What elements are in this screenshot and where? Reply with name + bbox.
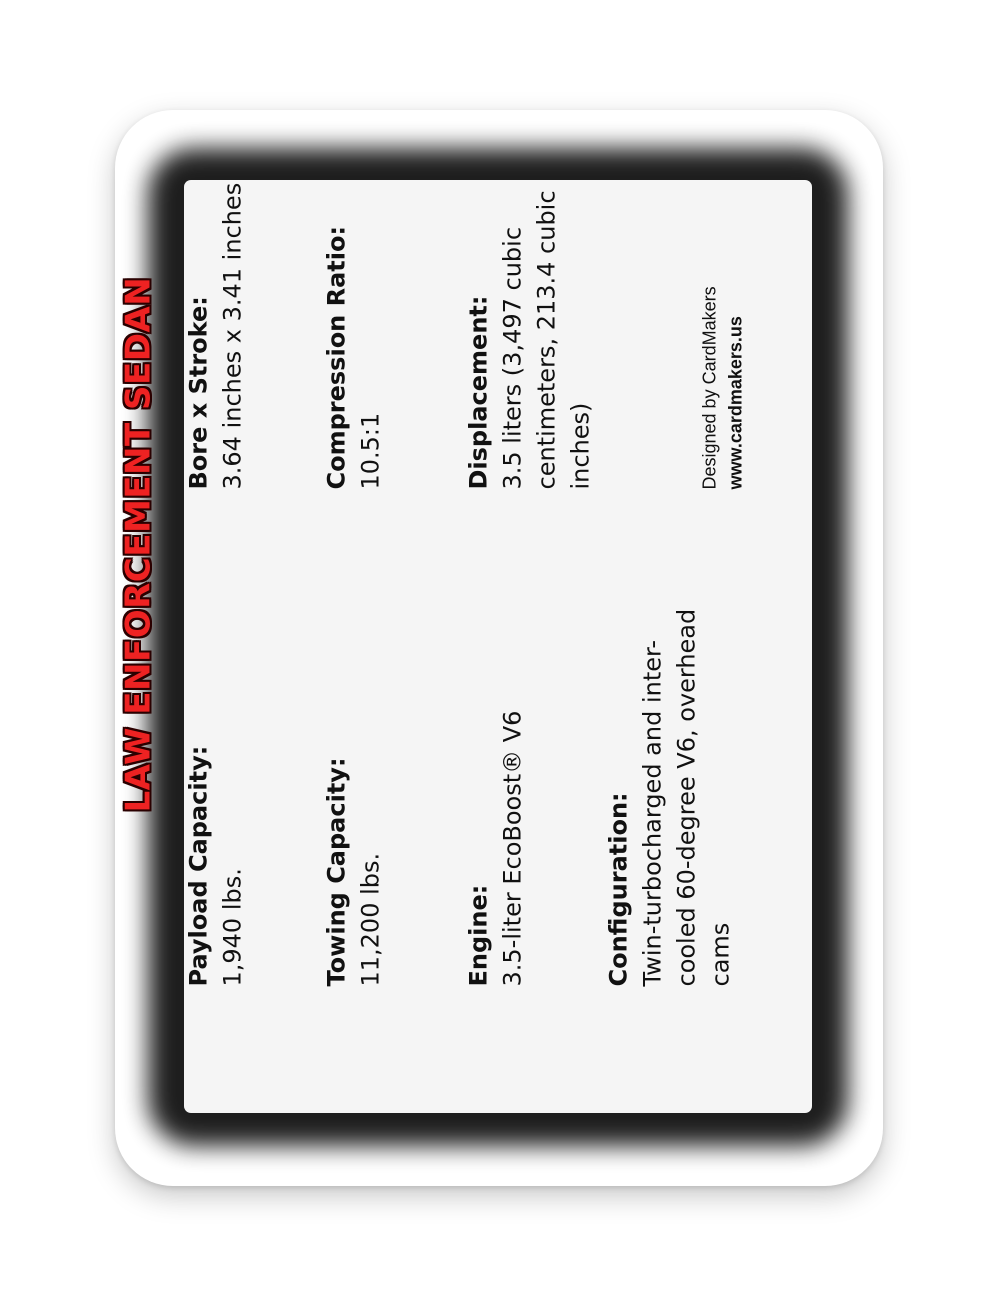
spec-label: Towing Capacity: <box>322 757 351 987</box>
spec-bore-stroke <box>182 110 250 490</box>
spec-towing-capacity <box>320 587 388 987</box>
card-rotated-content <box>112 102 890 1035</box>
spec-value: 10.5:1 <box>356 412 385 490</box>
spec-label: Displacement: <box>464 295 493 490</box>
spec-value: 3.64 inches x 3.41 inches <box>218 182 247 490</box>
credit-line: Designed by CardMakers <box>699 286 720 490</box>
spec-label: Configuration: <box>604 792 633 987</box>
credit-website: www.cardmakers.us <box>725 316 746 490</box>
card-title: LAW ENFORCEMENT SEDAN <box>118 276 159 813</box>
spec-label: Engine: <box>464 884 493 987</box>
spec-value: 1,940 lbs. <box>218 868 247 987</box>
spec-value: 3.5 liters (3,497 cubic centimeters, 213.4 cubic inches) <box>498 190 595 490</box>
designer-credit <box>697 110 749 490</box>
spec-label: Compression Ratio: <box>322 225 351 490</box>
spec-engine <box>462 587 530 987</box>
spec-value: Twin-turbocharged and inter-cooled 60-degree V6, overhead cams <box>638 608 735 987</box>
spec-label: Bore x Stroke: <box>184 296 213 490</box>
spec-value: 3.5-liter EcoBoost® V6 <box>498 710 527 987</box>
spec-configuration <box>602 587 738 987</box>
spec-value: 11,200 lbs. <box>356 852 385 987</box>
spec-payload-capacity <box>182 587 250 987</box>
spec-label: Payload Capacity: <box>184 745 213 987</box>
spec-compression-ratio <box>320 110 388 490</box>
spec-displacement <box>462 110 598 490</box>
